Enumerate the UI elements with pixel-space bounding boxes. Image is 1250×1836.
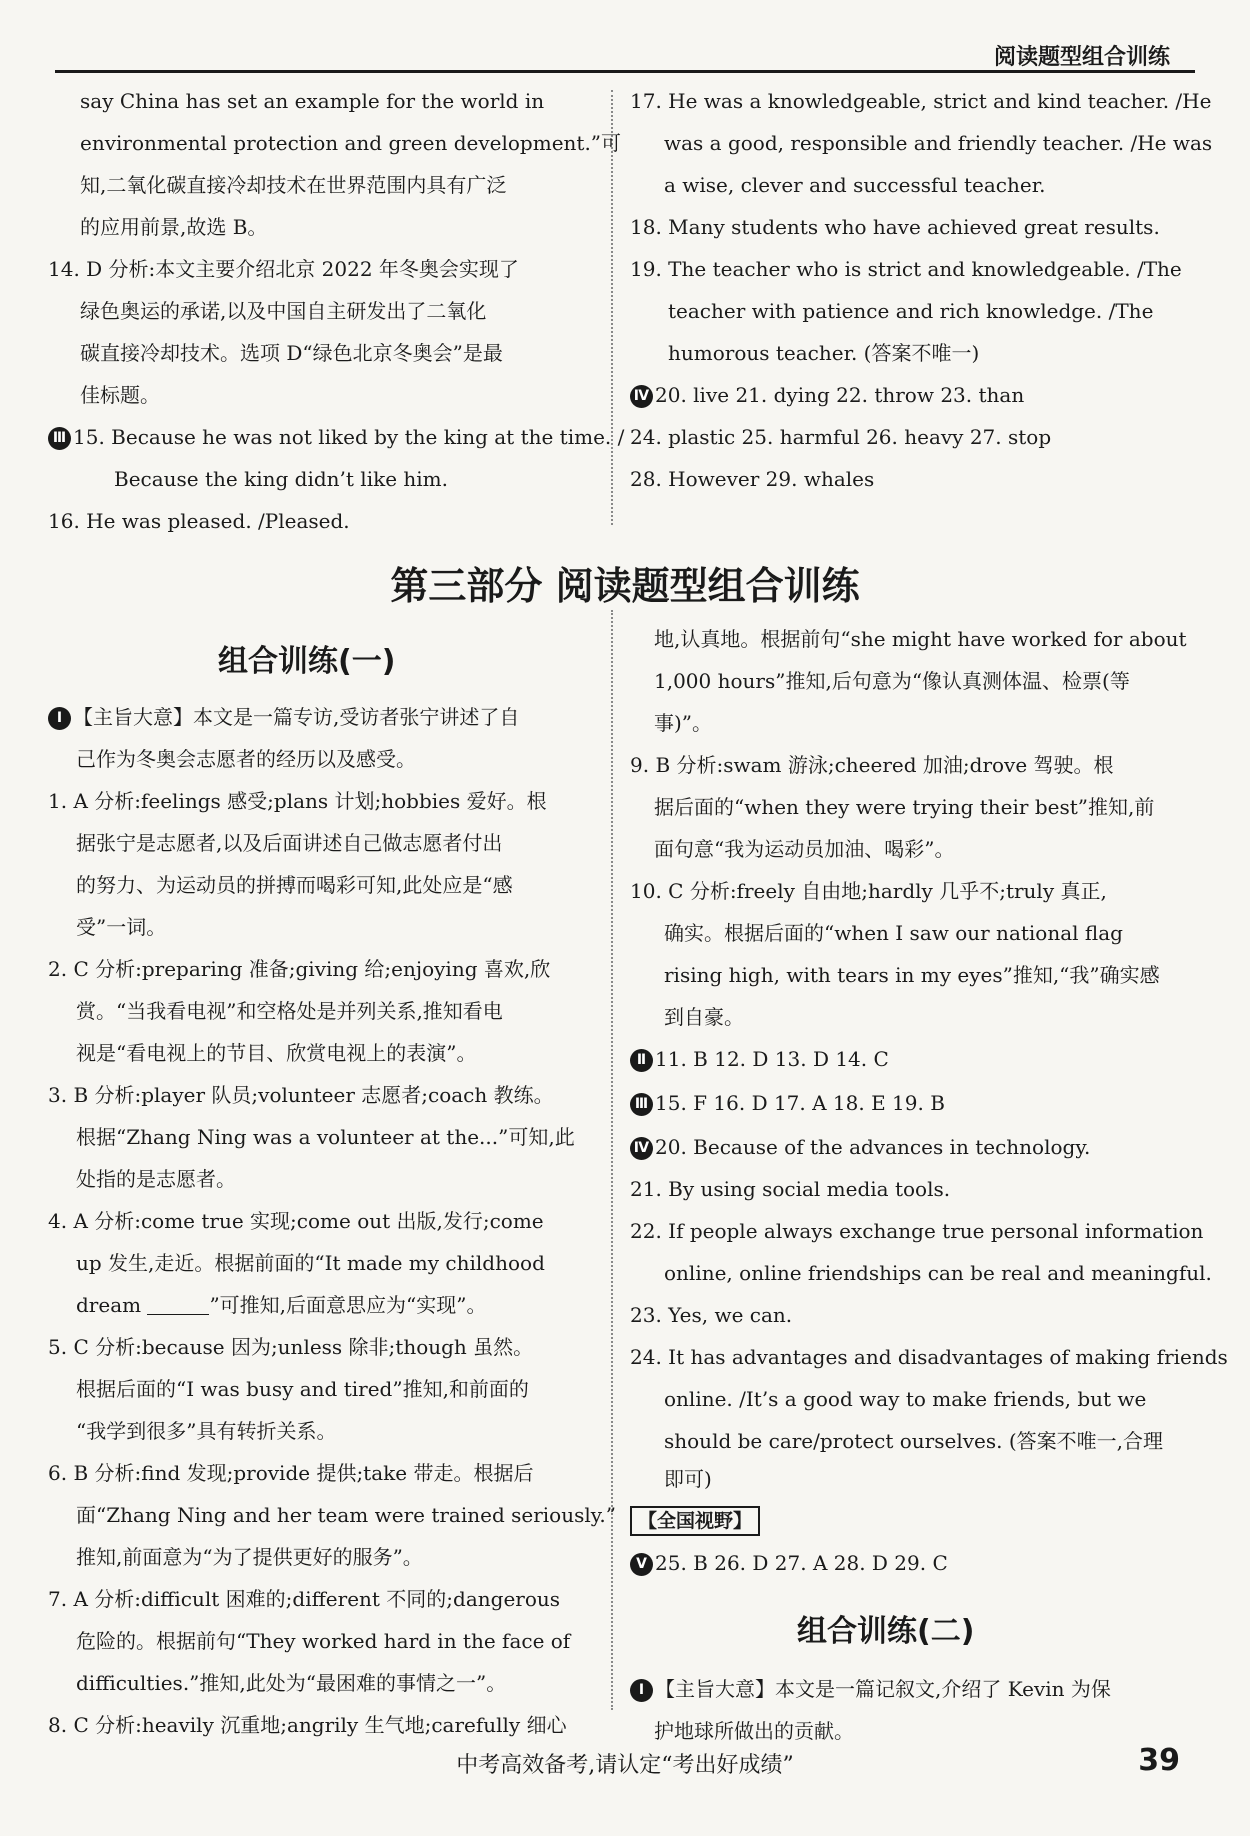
text-line: 据张宁是志愿者,以及后面讲述自己做志愿者付出 [76, 831, 503, 855]
text-line: 地,认真地。根据前句“she might have worked for about [654, 627, 1187, 651]
text-line: “我学到很多”具有转折关系。 [76, 1419, 337, 1443]
text-line: 受”一词。 [76, 915, 167, 939]
answer-6: 6. B 分析:find 发现;provide 提供;take 带走。根据后 [48, 1461, 534, 1485]
answer-3: 3. B 分析:player 队员;volunteer 志愿者;coach 教练。 [48, 1083, 554, 1107]
text-line: 到自豪。 [664, 1005, 744, 1029]
section-badge-iv-b: Ⅳ [630, 1137, 653, 1160]
text-line: 处指的是志愿者。 [76, 1167, 236, 1191]
combo1-title: 组合训练(一) [218, 644, 396, 679]
answer-19: 19. The teacher who is strict and knowledgeable. /The [630, 257, 1182, 281]
answers-28-29: 28. However 29. whales [630, 467, 875, 491]
answers-20-23: Ⅳ 20. live 21. dying 22. throw 23. than [630, 382, 1024, 408]
text-line: 赏。“当我看电视”和空格处是并列关系,推知看电 [76, 999, 503, 1023]
text-line: 面句意“我为运动员加油、喝彩”。 [654, 837, 955, 861]
text-line: 佳标题。 [80, 383, 160, 407]
answers-24-27: 24. plastic 25. harmful 26. heavy 27. stop [630, 425, 1052, 449]
column-divider-bottom [611, 610, 613, 1710]
answer-blank [147, 1314, 209, 1315]
text-line: 视是“看电视上的节目、欣赏电视上的表演”。 [76, 1041, 477, 1065]
text-line: a wise, clever and successful teacher. [664, 173, 1046, 197]
section-badge-iii: Ⅲ [48, 427, 71, 450]
text-line: should be care/protect ourselves. (答案不唯一,合理 [664, 1429, 1164, 1453]
answer-20: Ⅳ 20. Because of the advances in technology. [630, 1134, 1090, 1160]
main-idea: Ⅰ 【主旨大意】本文是一篇专访,受访者张宁讲述了自 [48, 704, 519, 730]
section-badge-iv: Ⅳ [630, 385, 653, 408]
answers-25-29: Ⅴ 25. B 26. D 27. A 28. D 29. C [630, 1550, 948, 1576]
answer-8: 8. C 分析:heavily 沉重地;angrily 生气地;carefully 细心 [48, 1713, 567, 1737]
answer-5: 5. C 分析:because 因为;unless 除非;though 虽然。 [48, 1335, 534, 1359]
answer-14: 14. D 分析:本文主要介绍北京 2022 年冬奥会实现了 [48, 257, 519, 281]
answer-2: 2. C 分析:preparing 准备;giving 给;enjoying 喜欢,欣 [48, 957, 551, 981]
section-badge-ii: Ⅱ [630, 1049, 653, 1072]
text-line: 推知,前面意为“为了提供更好的服务”。 [76, 1545, 423, 1569]
answer-18: 18. Many students who have achieved great results. [630, 215, 1160, 239]
text-line: 护地球所做出的贡献。 [654, 1719, 854, 1743]
footer-slogan: 中考高效备考,请认定“考出好成绩” [456, 1753, 794, 1778]
answer-7: 7. A 分析:difficult 困难的;different 不同的;dangerous [48, 1587, 561, 1611]
text-line: difficulties.”推知,此处为“最困难的事情之一”。 [76, 1671, 507, 1695]
text-line: online, online friendships can be real and meaningful. [664, 1261, 1212, 1285]
answer-21: 21. By using social media tools. [630, 1177, 951, 1201]
text-line: 根据后面的“I was busy and tired”推知,和前面的 [76, 1377, 529, 1401]
answer-23: 23. Yes, we can. [630, 1303, 793, 1327]
text-line: environmental protection and green development.”可 [80, 131, 622, 155]
text-line: 的应用前景,故选 B。 [80, 215, 268, 239]
text-line: 知,二氧化碳直接冷却技术在世界范围内具有广泛 [80, 173, 507, 197]
answers-11-14: Ⅱ 11. B 12. D 13. D 14. C [630, 1046, 889, 1072]
section-badge-v: Ⅴ [630, 1553, 653, 1576]
text-line: dream ”可推知,后面意思应为“实现”。 [76, 1293, 487, 1317]
answer-9: 9. B 分析:swam 游泳;cheered 加油;drove 驾驶。根 [630, 753, 1114, 777]
text-line: up 发生,走近。根据前面的“It made my childhood [76, 1251, 545, 1275]
text-line: 的努力、为运动员的拼搏而喝彩可知,此处应是“感 [76, 873, 513, 897]
combo2-title: 组合训练(二) [797, 1614, 975, 1649]
text-line: 面“Zhang Ning and her team were trained seriously.” [76, 1503, 616, 1527]
answer-10: 10. C 分析:freely 自由地;hardly 几乎不;truly 真正, [630, 879, 1107, 903]
text-line: Because the king didn’t like him. [114, 467, 449, 491]
text-line: rising high, with tears in my eyes”推知,“我”确实感 [664, 963, 1160, 987]
text-line: was a good, responsible and friendly teacher. /He was [664, 131, 1213, 155]
answer-1: 1. A 分析:feelings 感受;plans 计划;hobbies 爱好。根 [48, 789, 547, 813]
text-line: 据后面的“when they were trying their best”推知,前 [654, 795, 1155, 819]
answer-17: 17. He was a knowledgeable, strict and kind teacher. /He [630, 89, 1212, 113]
text-line: 事)”。 [654, 711, 713, 735]
national-view-tag: 【全国视野】 [630, 1506, 760, 1536]
header-title: 阅读题型组合训练 [993, 45, 1170, 70]
answer-4: 4. A 分析:come true 实现;come out 出版,发行;come [48, 1209, 544, 1233]
text-line: 绿色奥运的承诺,以及中国自主研发出了二氧化 [80, 299, 487, 323]
text-line: 碳直接冷却技术。选项 D“绿色北京冬奥会”是最 [80, 341, 503, 365]
text-line: 确实。根据后面的“when I saw our national flag [664, 921, 1123, 945]
text-line: 根据“Zhang Ning was a volunteer at the...”可知,此 [76, 1125, 575, 1149]
text-line: 己作为冬奥会志愿者的经历以及感受。 [76, 747, 416, 771]
text-line: 即可) [664, 1467, 712, 1491]
section-badge-iii-b: Ⅲ [630, 1093, 653, 1116]
answer-15: Ⅲ 15. Because he was not liked by the king at the time. / [48, 424, 624, 450]
answers-15-19: Ⅲ 15. F 16. D 17. A 18. E 19. B [630, 1090, 945, 1116]
text-line: teacher with patience and rich knowledge. /The [668, 299, 1154, 323]
header-rule [55, 70, 1195, 73]
section-badge-i: Ⅰ [48, 707, 71, 730]
text-line: humorous teacher. (答案不唯一) [668, 341, 980, 365]
answer-16: 16. He was pleased. /Pleased. [48, 509, 350, 533]
page-number: 39 [1138, 1743, 1180, 1778]
section-badge-i-b: Ⅰ [630, 1679, 653, 1702]
text-line: 危险的。根据前句“They worked hard in the face of [76, 1629, 571, 1653]
text-line: say China has set an example for the world in [80, 89, 545, 113]
answer-24: 24. It has advantages and disadvantages of making friends [630, 1345, 1228, 1369]
answer-22: 22. If people always exchange true personal information [630, 1219, 1204, 1243]
main-idea-2: Ⅰ 【主旨大意】本文是一篇记叙文,介绍了 Kevin 为保 [630, 1676, 1111, 1702]
text-line: 1,000 hours”推知,后句意为“像认真测体温、检票(等 [654, 669, 1130, 693]
text-line: online. /It’s a good way to make friends, but we [664, 1387, 1147, 1411]
part-title: 第三部分 阅读题型组合训练 [390, 564, 860, 608]
